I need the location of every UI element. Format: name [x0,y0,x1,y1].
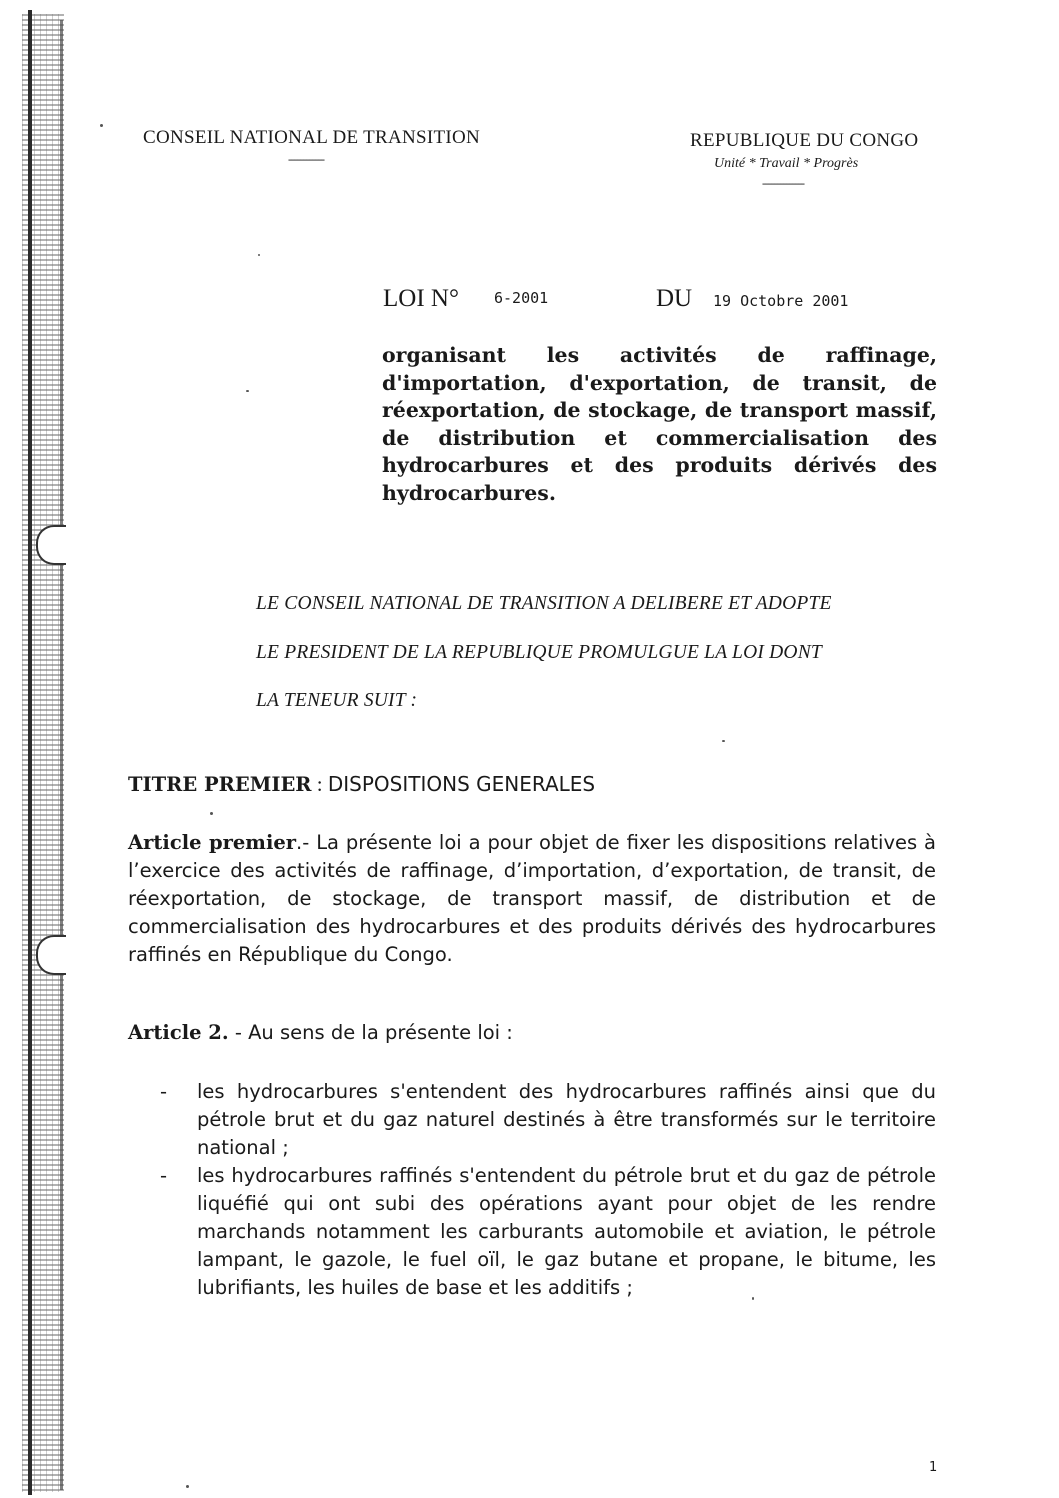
article-premier-text: La présente loi a pour objet de fixer les dispositions relatives à l’exercice des activités de raffinage, d’importation, d’exportation, de transit, de réexportation, de stockage, de transport massif, de distribution et de commercialisation des hydrocarbures et des produits dérivés des hydrocarbures raffinés en République du Congo. [128,831,936,966]
binding-edge-inner [60,20,63,1490]
punch-hole [36,935,66,975]
scan-speck [258,254,260,256]
promulgation-line-1: LE CONSEIL NATIONAL DE TRANSITION A DELIBERE ET ADOPTE [256,593,832,614]
institution-name: CONSEIL NATIONAL DE TRANSITION [143,127,481,148]
country-motto: Unité * Travail * Progrès [714,156,859,171]
binding-edge [28,10,32,1495]
bullet-marker: - [160,1080,168,1103]
article-premier-label: Article premier [128,831,297,854]
titre-separator: : [311,772,328,796]
scan-speck [100,124,103,127]
promulgation-line-3: LA TENEUR SUIT : [256,690,418,711]
punch-hole [36,525,66,565]
loi-label: LOI N° [383,285,459,312]
titre-heading [128,772,595,797]
du-label: DU [656,285,693,312]
institution-rule: ------------ [288,152,324,166]
list-item-text: les hydrocarbures raffinés s'entendent du pétrole brut et du gaz de pétrole liquéfié qui ont subi des opérations ayant pour objet de les rendre marchands notamment les carburants automobile et aviation, le pétrole lampant, le gazole, le fuel oïl, le gaz butane et propane, le bitume, les lubrifiants, les huiles de base et les additifs ; [197,1164,936,1299]
article-2-heading [128,1021,513,1044]
promulgation-line-2: LE PRESIDENT DE LA REPUBLIQUE PROMULGUE LA LOI DONT [256,642,822,663]
scan-speck [246,390,249,392]
page-number: 1 [929,1460,938,1475]
article-2-intro: - Au sens de la présente loi : [228,1021,513,1044]
bullet-marker: - [160,1164,168,1187]
loi-date: 19 Octobre 2001 [713,292,849,310]
scan-speck [210,812,213,815]
titre-label: TITRE PREMIER [128,773,312,796]
scan-speck [186,1485,189,1488]
list-item [160,1162,936,1302]
list-item-text: les hydrocarbures s'entendent des hydrocarbures raffinés ainsi que du pétrole brut et du gaz naturel destinés à être transformés sur le territoire national ; [197,1080,936,1159]
law-subject: organisant les activités de raffinage, d'importation, d'exportation, de transit, de réexportation, de stockage, de transport massif, de distribution et commercialisation des hydrocarbures et des produits dérivés des hydrocarbures. [382,343,937,505]
country-rule: -------------- [762,176,804,190]
article-premier [128,829,936,969]
scan-speck [722,740,725,742]
country-name: REPUBLIQUE DU CONGO [690,130,919,151]
loi-number: 6-2001 [494,289,549,307]
list-item [160,1078,936,1162]
article-premier-sep: .- [296,831,317,854]
definitions-list [160,1078,936,1302]
article-2-label: Article 2. [128,1021,229,1044]
titre-text: DISPOSITIONS GENERALES [327,772,596,796]
